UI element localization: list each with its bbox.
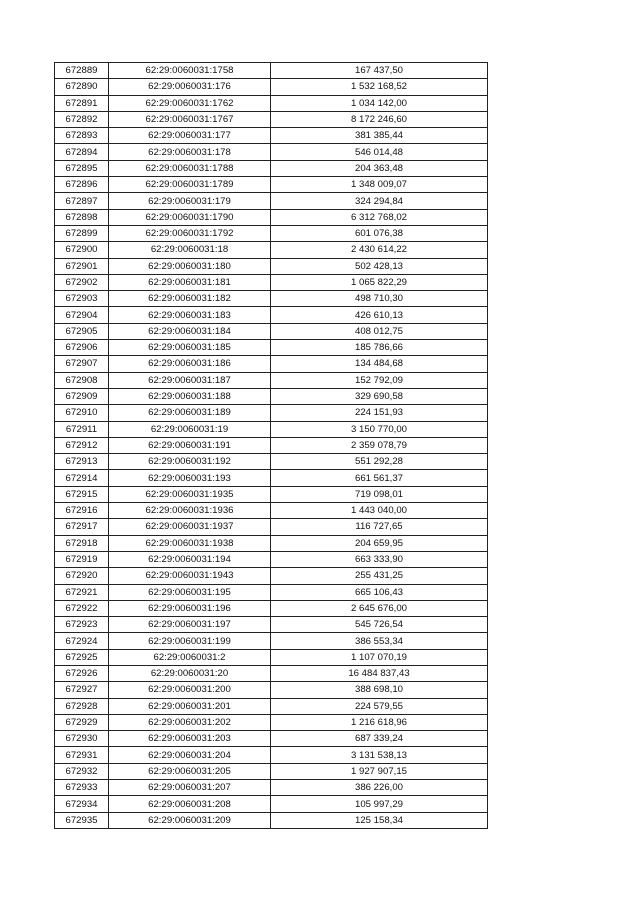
table-row (55, 486, 488, 502)
cadastral-number-cell: 62:29:0060031:196 (109, 600, 271, 616)
cadastral-number-cell: 62:29:0060031:1767 (109, 111, 271, 127)
cadastral-value-cell: 381 385,44 (271, 128, 488, 144)
row-number-cell: 672925 (55, 649, 109, 665)
cadastral-number-cell: 62:29:0060031:186 (109, 356, 271, 372)
row-number-cell: 672906 (55, 340, 109, 356)
cadastral-value-cell: 255 431,25 (271, 568, 488, 584)
cadastral-number-cell: 62:29:0060031:209 (109, 812, 271, 828)
cadastral-number-cell: 62:29:0060031:1758 (109, 63, 271, 79)
cadastral-value-cell: 502 428,13 (271, 258, 488, 274)
cadastral-number-cell: 62:29:0060031:1789 (109, 177, 271, 193)
table-row (55, 356, 488, 372)
cadastral-value-cell: 167 437,50 (271, 63, 488, 79)
cadastral-value-cell: 386 553,34 (271, 633, 488, 649)
row-number-cell: 672903 (55, 291, 109, 307)
cadastral-number-cell: 62:29:0060031:184 (109, 323, 271, 339)
table-row (55, 470, 488, 486)
table-row (55, 796, 488, 812)
row-number-cell: 672913 (55, 454, 109, 470)
table-row (55, 274, 488, 290)
row-number-cell: 672918 (55, 535, 109, 551)
cadastral-number-cell: 62:29:0060031:183 (109, 307, 271, 323)
cadastral-number-cell: 62:29:0060031:176 (109, 79, 271, 95)
row-number-cell: 672929 (55, 714, 109, 730)
table-row (55, 698, 488, 714)
row-number-cell: 672930 (55, 731, 109, 747)
cadastral-value-cell: 388 698,10 (271, 682, 488, 698)
cadastral-number-cell: 62:29:0060031:204 (109, 747, 271, 763)
cadastral-value-cell: 661 561,37 (271, 470, 488, 486)
row-number-cell: 672915 (55, 486, 109, 502)
table-row (55, 665, 488, 681)
row-number-cell: 672909 (55, 388, 109, 404)
table-row (55, 307, 488, 323)
cadastral-value-cell: 1 532 168,52 (271, 79, 488, 95)
table-row (55, 617, 488, 633)
table-row (55, 242, 488, 258)
table-row (55, 519, 488, 535)
table-body (55, 63, 488, 829)
cadastral-number-cell: 62:29:0060031:1762 (109, 95, 271, 111)
table-row (55, 649, 488, 665)
cadastral-number-cell: 62:29:0060031:1938 (109, 535, 271, 551)
cadastral-value-cell: 6 312 768,02 (271, 209, 488, 225)
cadastral-number-cell: 62:29:0060031:199 (109, 633, 271, 649)
table-row (55, 63, 488, 79)
cadastral-value-cell: 1 107 070,19 (271, 649, 488, 665)
row-number-cell: 672912 (55, 437, 109, 453)
row-number-cell: 672934 (55, 796, 109, 812)
cadastral-number-cell: 62:29:0060031:191 (109, 437, 271, 453)
cadastral-value-cell: 16 484 837,43 (271, 665, 488, 681)
cadastral-value-cell: 665 106,43 (271, 584, 488, 600)
table-row (55, 405, 488, 421)
cadastral-value-cell: 2 430 614,22 (271, 242, 488, 258)
row-number-cell: 672919 (55, 551, 109, 567)
cadastral-value-cell: 408 012,75 (271, 323, 488, 339)
table-row (55, 535, 488, 551)
cadastral-number-cell: 62:29:0060031:205 (109, 763, 271, 779)
cadastral-number-cell: 62:29:0060031:19 (109, 421, 271, 437)
cadastral-value-cell: 1 034 142,00 (271, 95, 488, 111)
cadastral-number-cell: 62:29:0060031:1937 (109, 519, 271, 535)
cadastral-number-cell: 62:29:0060031:194 (109, 551, 271, 567)
table-row (55, 747, 488, 763)
table-row (55, 177, 488, 193)
row-number-cell: 672917 (55, 519, 109, 535)
cadastral-value-cell: 545 726,54 (271, 617, 488, 633)
row-number-cell: 672910 (55, 405, 109, 421)
table-row (55, 128, 488, 144)
cadastral-number-cell: 62:29:0060031:1943 (109, 568, 271, 584)
cadastral-value-cell: 1 443 040,00 (271, 503, 488, 519)
row-number-cell: 672922 (55, 600, 109, 616)
cadastral-number-cell: 62:29:0060031:197 (109, 617, 271, 633)
cadastral-value-cell: 329 690,58 (271, 388, 488, 404)
cadastral-number-cell: 62:29:0060031:188 (109, 388, 271, 404)
cadastral-value-cell: 3 131 538,13 (271, 747, 488, 763)
row-number-cell: 672916 (55, 503, 109, 519)
cadastral-number-cell: 62:29:0060031:178 (109, 144, 271, 160)
row-number-cell: 672902 (55, 274, 109, 290)
table-row (55, 323, 488, 339)
table-row (55, 568, 488, 584)
row-number-cell: 672893 (55, 128, 109, 144)
row-number-cell: 672914 (55, 470, 109, 486)
row-number-cell: 672908 (55, 372, 109, 388)
table-row (55, 291, 488, 307)
row-number-cell: 672889 (55, 63, 109, 79)
table-row (55, 340, 488, 356)
cadastral-value-cell: 125 158,34 (271, 812, 488, 828)
row-number-cell: 672928 (55, 698, 109, 714)
table-row (55, 503, 488, 519)
cadastral-value-cell: 224 579,55 (271, 698, 488, 714)
cadastral-number-cell: 62:29:0060031:195 (109, 584, 271, 600)
row-number-cell: 672895 (55, 160, 109, 176)
cadastral-number-cell: 62:29:0060031:185 (109, 340, 271, 356)
cadastral-number-cell: 62:29:0060031:208 (109, 796, 271, 812)
cadastral-number-cell: 62:29:0060031:1790 (109, 209, 271, 225)
row-number-cell: 672926 (55, 665, 109, 681)
row-number-cell: 672898 (55, 209, 109, 225)
cadastral-number-cell: 62:29:0060031:200 (109, 682, 271, 698)
row-number-cell: 672931 (55, 747, 109, 763)
cadastral-number-cell: 62:29:0060031:20 (109, 665, 271, 681)
row-number-cell: 672907 (55, 356, 109, 372)
row-number-cell: 672896 (55, 177, 109, 193)
cadastral-value-cell: 116 727,65 (271, 519, 488, 535)
row-number-cell: 672897 (55, 193, 109, 209)
row-number-cell: 672921 (55, 584, 109, 600)
cadastral-value-cell: 426 610,13 (271, 307, 488, 323)
cadastral-value-cell: 663 333,90 (271, 551, 488, 567)
row-number-cell: 672894 (55, 144, 109, 160)
table-row (55, 584, 488, 600)
table-row (55, 780, 488, 796)
cadastral-value-cell: 1 348 009,07 (271, 177, 488, 193)
row-number-cell: 672891 (55, 95, 109, 111)
cadastral-number-cell: 62:29:0060031:182 (109, 291, 271, 307)
cadastral-value-cell: 1 216 618,96 (271, 714, 488, 730)
table-row (55, 812, 488, 828)
row-number-cell: 672905 (55, 323, 109, 339)
table-row (55, 193, 488, 209)
table-row (55, 79, 488, 95)
cadastral-number-cell: 62:29:0060031:207 (109, 780, 271, 796)
row-number-cell: 672920 (55, 568, 109, 584)
cadastral-number-cell: 62:29:0060031:192 (109, 454, 271, 470)
cadastral-value-cell: 719 098,01 (271, 486, 488, 502)
row-number-cell: 672904 (55, 307, 109, 323)
table-row (55, 437, 488, 453)
row-number-cell: 672932 (55, 763, 109, 779)
table-row (55, 731, 488, 747)
cadastral-value-cell: 204 363,48 (271, 160, 488, 176)
row-number-cell: 672901 (55, 258, 109, 274)
cadastral-value-cell: 324 294,84 (271, 193, 488, 209)
cadastral-value-cell: 1 065 822,29 (271, 274, 488, 290)
cadastral-number-cell: 62:29:0060031:1936 (109, 503, 271, 519)
cadastral-number-cell: 62:29:0060031:189 (109, 405, 271, 421)
row-number-cell: 672892 (55, 111, 109, 127)
cadastral-number-cell: 62:29:0060031:180 (109, 258, 271, 274)
row-number-cell: 672927 (55, 682, 109, 698)
row-number-cell: 672890 (55, 79, 109, 95)
cadastral-number-cell: 62:29:0060031:181 (109, 274, 271, 290)
table-row (55, 454, 488, 470)
cadastral-number-cell: 62:29:0060031:187 (109, 372, 271, 388)
cadastral-value-cell: 105 997,29 (271, 796, 488, 812)
cadastral-number-cell: 62:29:0060031:1792 (109, 225, 271, 241)
table-row (55, 95, 488, 111)
cadastral-number-cell: 62:29:0060031:203 (109, 731, 271, 747)
table-row (55, 633, 488, 649)
cadastral-number-cell: 62:29:0060031:201 (109, 698, 271, 714)
table-row (55, 225, 488, 241)
cadastral-value-cell: 185 786,66 (271, 340, 488, 356)
cadastral-value-cell: 152 792,09 (271, 372, 488, 388)
row-number-cell: 672900 (55, 242, 109, 258)
row-number-cell: 672924 (55, 633, 109, 649)
cadastral-number-cell: 62:29:0060031:193 (109, 470, 271, 486)
cadastral-value-cell: 3 150 770,00 (271, 421, 488, 437)
cadastral-value-cell: 498 710,30 (271, 291, 488, 307)
cadastral-value-cell: 224 151,93 (271, 405, 488, 421)
table-row (55, 600, 488, 616)
cadastral-value-cell: 601 076,38 (271, 225, 488, 241)
table-row (55, 763, 488, 779)
row-number-cell: 672899 (55, 225, 109, 241)
cadastral-number-cell: 62:29:0060031:179 (109, 193, 271, 209)
table-row (55, 682, 488, 698)
cadastral-number-cell: 62:29:0060031:202 (109, 714, 271, 730)
cadastral-value-cell: 546 014,48 (271, 144, 488, 160)
table-row (55, 258, 488, 274)
row-number-cell: 672911 (55, 421, 109, 437)
table-row (55, 144, 488, 160)
cadastral-number-cell: 62:29:0060031:18 (109, 242, 271, 258)
cadastral-value-cell: 2 359 078,79 (271, 437, 488, 453)
cadastral-value-cell: 8 172 246,60 (271, 111, 488, 127)
table-row (55, 111, 488, 127)
row-number-cell: 672933 (55, 780, 109, 796)
row-number-cell: 672923 (55, 617, 109, 633)
cadastral-number-cell: 62:29:0060031:2 (109, 649, 271, 665)
cadastral-value-cell: 2 645 676,00 (271, 600, 488, 616)
table-row (55, 372, 488, 388)
cadastral-number-cell: 62:29:0060031:1935 (109, 486, 271, 502)
cadastral-number-cell: 62:29:0060031:177 (109, 128, 271, 144)
table-row (55, 160, 488, 176)
cadastral-value-cell: 386 226,00 (271, 780, 488, 796)
row-number-cell: 672935 (55, 812, 109, 828)
cadastral-value-cell: 134 484,68 (271, 356, 488, 372)
table-row (55, 551, 488, 567)
table-row (55, 388, 488, 404)
cadastral-value-cell: 551 292,28 (271, 454, 488, 470)
table-row (55, 421, 488, 437)
cadastral-number-cell: 62:29:0060031:1788 (109, 160, 271, 176)
cadastral-value-table (54, 62, 488, 829)
cadastral-value-cell: 687 339,24 (271, 731, 488, 747)
cadastral-value-cell: 204 659,95 (271, 535, 488, 551)
cadastral-value-cell: 1 927 907,15 (271, 763, 488, 779)
table-row (55, 209, 488, 225)
table-row (55, 714, 488, 730)
